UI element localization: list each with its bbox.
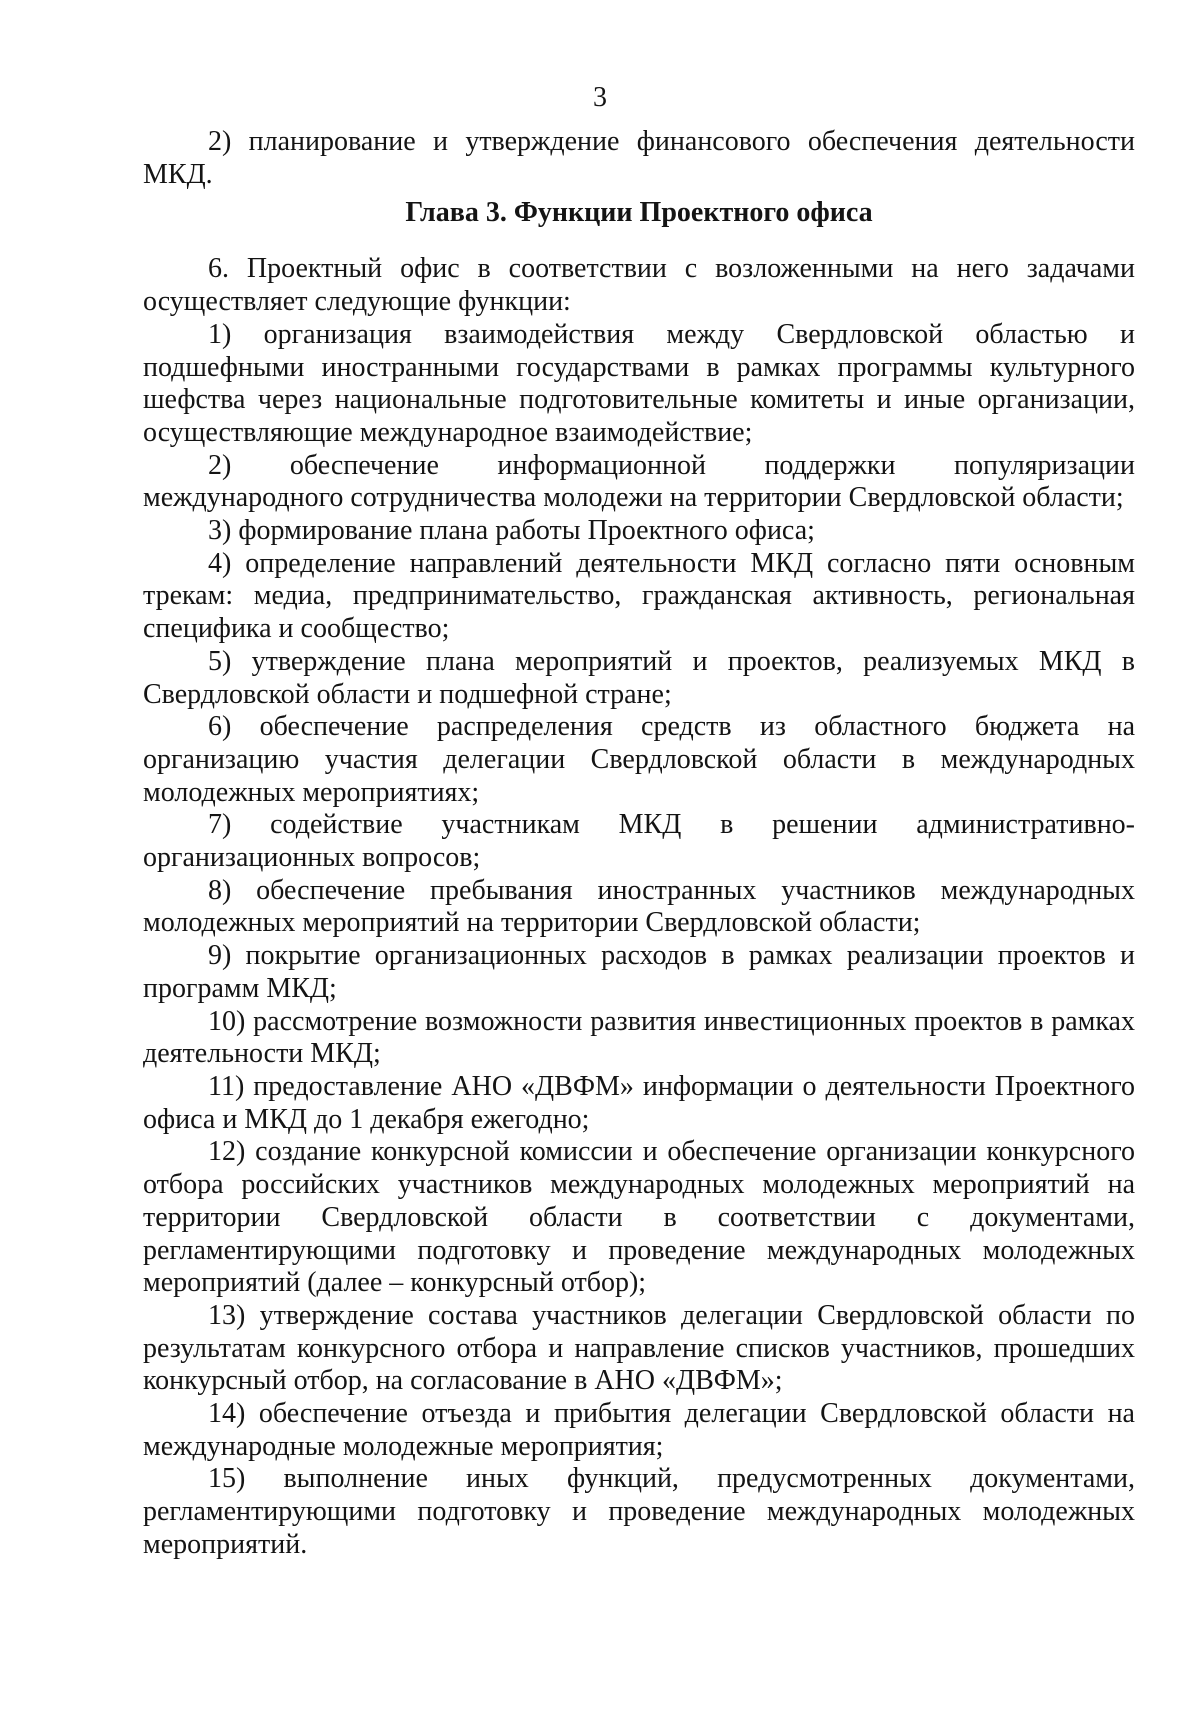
list-item: 8) обеспечение пребывания иностранных участников международных молодежных мероприятий на территории Свердловской области; [143,874,1135,939]
list-item: 4) определение направлений деятельности МКД согласно пяти основным трекам: медиа, предпринимательство, гражданская активность, региональная специфика и сообщество; [143,547,1135,645]
list-item: 11) предоставление АНО «ДВФМ» информации о деятельности Проектного офиса и МКД до 1 декабря ежегодно; [143,1070,1135,1135]
chapter-title: Глава 3. Функции Проектного офиса [405,197,873,229]
list-item: 3) формирование плана работы Проектного офиса; [208,515,815,547]
list-item: 12) создание конкурсной комиссии и обеспечение организации конкурсного отбора российских участников международных молодежных мероприятий на территории Свердловской области в соответствии с документами, регламентирующими подготовку и проведение международных молодежных мероприятий (далее – конкурсный отбор); [143,1136,1135,1299]
list-item: 9) покрытие организационных расходов в рамках реализации проектов и программ МКД; [143,940,1135,1004]
list-item: 10) рассмотрение возможности развития инвестиционных проектов в рамках деятельности МКД; [143,1005,1135,1070]
paragraph-intro: 6. Проектный офис в соответствии с возложенными на него задачами осуществляет следующие функции: [143,253,1135,318]
list-item: 5) утверждение плана мероприятий и проектов, реализуемых МКД в Свердловской области и подшефной стране; [143,645,1135,710]
list-item: 1) организация взаимодействия между Свердловской областью и подшефными иностранными государствами в рамках программы культурного шефства через национальные подготовительные комитеты и иные организации, осуществляющие международное взаимодействие; [143,318,1135,448]
list-item: 15) выполнение иных функций, предусмотренных документами, регламентирующими подготовку и проведение международных молодежных мероприятий. [143,1463,1135,1560]
list-item: 7) содействие участникам МКД в решении административно-организационных вопросов; [143,809,1135,874]
list-item: 14) обеспечение отъезда и прибытия делегации Свердловской области на международные молодежные мероприятия; [143,1398,1135,1462]
list-item: 2) обеспечение информационной поддержки популяризации международного сотрудничества молодежи на территории Свердловской области; [143,449,1135,514]
page-number: 3 [593,82,607,113]
list-item: 6) обеспечение распределения средств из областного бюджета на организацию участия делегации Свердловской области в международных молодежных мероприятиях; [143,711,1135,808]
document-body [143,126,1135,1562]
list-item: 13) утверждение состава участников делегации Свердловской области по результатам конкурсного отбора и направление списков участников, прошедших конкурсный отбор, на согласование в АНО «ДВФМ»; [143,1299,1135,1397]
paragraph-item-2-planning: 2) планирование и утверждение финансового обеспечения деятельности МКД. [143,126,1135,190]
